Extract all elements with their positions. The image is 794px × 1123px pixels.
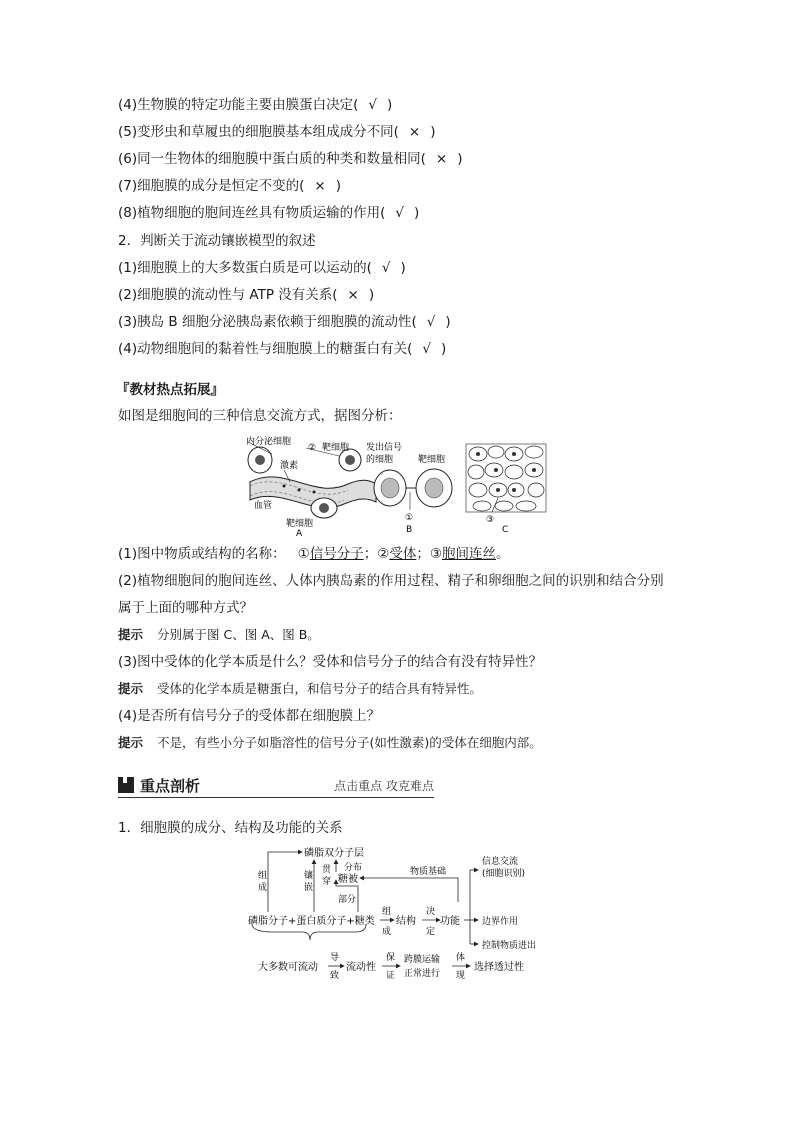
label-target-cell-b: 靶细胞 (418, 455, 446, 465)
svg-text:组: 组 (258, 871, 268, 881)
svg-text:组: 组 (382, 907, 392, 917)
hint-3: 提示 受体的化学本质是糖蛋白，和信号分子的结合具有特异性。 (118, 681, 483, 696)
judge-item-8: (8)植物细胞的胞间连丝具有物质运输的作用( √ ) (118, 205, 420, 221)
question-3: (3)图中受体的化学本质是什么？受体和信号分子的结合有没有特异性？ (118, 654, 543, 670)
svg-text:致: 致 (330, 971, 340, 981)
answer-signal-molecule: 信号分子 (309, 546, 364, 562)
panel-c-label: C (502, 525, 509, 535)
label-endocrine-cell: 内分泌细胞 (246, 437, 292, 447)
node-control-transport: 控制物质进出 (482, 941, 537, 951)
node-fluidity: 流动性 (346, 962, 376, 973)
judge2-item-4: (4)动物细胞间的黏着性与细胞膜上的糖蛋白有关( √ ) (118, 341, 447, 357)
panel-a (246, 435, 376, 538)
cross-mark: × (408, 124, 421, 140)
svg-text:贯: 贯 (322, 865, 332, 875)
membrane-concept-diagram (244, 842, 554, 982)
node-boundary: 边界作用 (482, 917, 519, 927)
judge-item-5: (5)变形虫和草履虫的细胞膜基本组成成分不同( × ) (118, 124, 436, 140)
svg-text:证: 证 (386, 971, 396, 981)
node-info-exchange: 信息交流 (482, 857, 519, 867)
check-mark: √ (368, 97, 377, 113)
node-phospholipid-bilayer: 磷脂双分子层 (304, 848, 364, 859)
question-2-line-2: 属于上面的哪种方式？ (118, 600, 253, 616)
label-number-3: ③ (486, 515, 495, 525)
judge2-item-2: (2)细胞膜的流动性与 ATP 没有关系( × ) (118, 287, 375, 303)
svg-text:嵌: 嵌 (304, 883, 314, 893)
section-title: 重点剖析 (140, 777, 201, 795)
cross-mark: × (347, 287, 359, 303)
node-selective-permeability: 选择透过性 (474, 962, 524, 973)
cross-mark: × (435, 151, 448, 167)
extension-title: 『教材热点拓展』 (116, 382, 224, 398)
svg-text:正常进行: 正常进行 (404, 969, 441, 979)
svg-text:现: 现 (456, 971, 466, 981)
judge-item-7: (7)细胞膜的成分是恒定不变的( × ) (118, 178, 341, 194)
section-underline (118, 797, 434, 798)
svg-text:分布: 分布 (344, 863, 363, 873)
label-sender-cell-1: 发出信号 (366, 443, 403, 453)
node-glycocalyx: 糖被 (338, 874, 358, 885)
answer-plasmodesma: 胞间连丝 (441, 546, 496, 562)
answer-receptor: 受体 (389, 546, 417, 562)
label-hormone: 激素 (280, 461, 299, 471)
svg-text:体: 体 (456, 953, 466, 963)
cell-communication-figure (244, 434, 556, 538)
question-1: (1)图中物质或结构的名称： ①信号分子；②受体；③胞间连丝。 (118, 546, 510, 562)
svg-text:成: 成 (258, 883, 268, 893)
svg-text:定: 定 (426, 927, 436, 937)
node-function: 功能 (440, 916, 460, 927)
check-mark: √ (426, 314, 436, 330)
panel-a-label: A (296, 529, 303, 538)
section-header (118, 774, 434, 798)
cross-mark: × (314, 178, 326, 194)
node-structure: 结构 (396, 916, 416, 927)
panel-c (466, 444, 546, 535)
question-2-title: 2．判断关于流动镶嵌模型的叙述 (118, 233, 316, 249)
svg-text:穿: 穿 (322, 877, 332, 887)
subsection-1-title: 1．细胞膜的成分、结构及功能的关系 (118, 820, 343, 836)
svg-text:保: 保 (386, 953, 396, 963)
check-mark: √ (422, 341, 431, 357)
svg-text:成: 成 (382, 927, 392, 937)
panel-b (366, 441, 452, 535)
question-2-line-1: (2)植物细胞间的胞间连丝、人体内胰岛素的作用过程、精子和卵细胞之间的识别和结合分别 (118, 573, 664, 589)
node-mostly-movable: 大多数可流动 (258, 962, 318, 973)
svg-text:(细胞识别): (细胞识别) (482, 869, 526, 879)
node-molecules: 磷脂分子+蛋白质分子+糖类 (248, 916, 375, 927)
extension-intro: 如图是细胞间的三种信息交流方式，据图分析： (118, 408, 402, 424)
hint-2: 提示 分别属于图 C、图 A、图 B。 (118, 627, 320, 642)
judge2-item-1: (1)细胞膜上的大多数蛋白质是可以运动的( √ ) (118, 260, 406, 276)
svg-text:导: 导 (330, 953, 340, 963)
label-number-1: ① (405, 513, 414, 523)
hint-4: 提示 不是，有些小分子如脂溶性的信号分子(如性激素)的受体在细胞内部。 (118, 735, 542, 750)
panel-b-label: B (406, 525, 413, 535)
svg-text:跨膜运输: 跨膜运输 (404, 955, 441, 965)
judge-item-4: (4)生物膜的特定功能主要由膜蛋白决定( √ ) (118, 97, 393, 113)
svg-text:镶: 镶 (304, 871, 314, 881)
label-target-cell-bottom: 靶细胞 (286, 519, 314, 529)
section-tag: 点击重点 攻克难点 (334, 779, 434, 793)
judge-item-6: (6)同一生物体的细胞膜中蛋白质的种类和数量相同( × ) (118, 151, 463, 167)
label-target-cell-top: 靶细胞 (322, 443, 350, 453)
judge2-item-3: (3)胰岛 B 细胞分泌胰岛素依赖于细胞膜的流动性( √ ) (118, 314, 451, 330)
label-blood-vessel: 血管 (254, 501, 273, 511)
label-sender-cell-2: 的细胞 (366, 455, 394, 465)
svg-text:决: 决 (426, 907, 436, 917)
svg-text:物质基础: 物质基础 (410, 867, 447, 877)
label-number-2: ② (308, 443, 317, 453)
question-4: (4)是否所有信号分子的受体都在细胞膜上？ (118, 708, 381, 724)
svg-text:部分: 部分 (338, 895, 357, 905)
check-mark: √ (395, 205, 404, 221)
check-mark: √ (381, 260, 391, 276)
